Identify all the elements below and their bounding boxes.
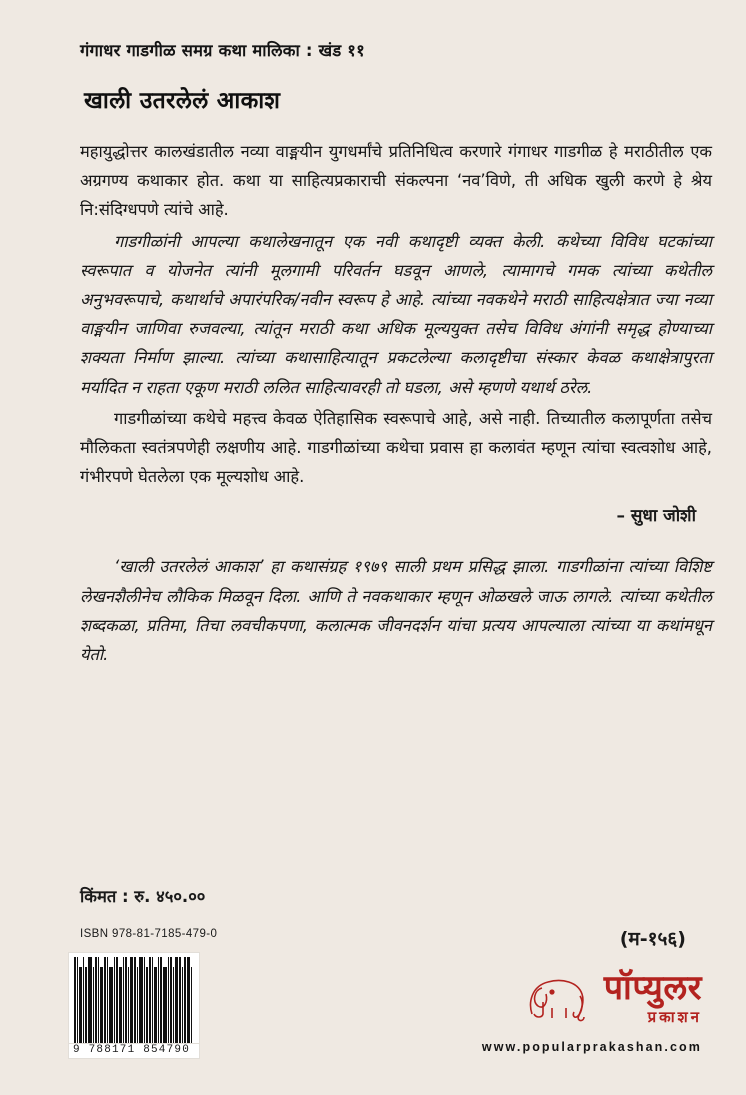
blurb-paragraph: ‘खाली उतरलेलं आकाश’ हा कथासंग्रह १९७९ साली प्रथम प्रसिद्ध झाला. गाडगीळांना त्यांच्या विशिष्ट लेखनशैलीनेच लौकिक मिळवून दिला. आणि ते नवकथाकार म्हणून ओळखले जाऊ लागले. त्यांच्या कथेतील शब्दकळा, प्रतिमा, तिचा लवचीकपणा, कलात्मक जीवनदर्शन यांचा प्रत्यय आपल्याला त्यांच्या या कथांमधून येतो. [80, 557, 712, 665]
barcode-number: 9 788171 854790 [68, 1044, 200, 1059]
barcode-bars [68, 952, 200, 1044]
page-title: खाली उतरलेलं आकाश [84, 88, 281, 114]
blurb-section-secondary [80, 552, 712, 669]
series-line: गंगाधर गाडगीळ समग्र कथा मालिका : खंड ११ [80, 41, 365, 60]
barcode [68, 952, 200, 1059]
isbn-label: ISBN 978-81-7185-479-0 [80, 928, 218, 940]
blurb-paragraph: गाडगीळांच्या कथेचे महत्त्व केवळ ऐतिहासिक स्वरूपाचे आहे, असे नाही. तिच्यातील कलापूर्णता तसेच मौलिकता स्वतंत्रपणेही लक्षणीय आहे. गाडगीळांच्या कथेचा प्रवास हा कलावंत म्हणून त्यांचा स्वत्वशोध आहे, गंभीरपणे घेतलेला एक मूल्यशोध आहे. [80, 408, 712, 487]
publisher-block [402, 968, 702, 1054]
edition-code: (म-१५६) [619, 928, 686, 950]
blurb-paragraph: महायुद्धोत्तर कालखंडातील नव्या वाङ्मयीन युगधर्मांचे प्रतिनिधित्व करणारे गंगाधर गाडगीळ हे मराठीतील एक अग्रगण्य कथाकार होत. कथा या साहित्यप्रकाराची संकल्पना ‘नव’विणे, ती अधिक खुली करणे हे श्रेय नि:संदिग्धपणे त्यांचे आहे. [80, 142, 712, 220]
publisher-name: पॉप्युलर [603, 968, 702, 1008]
blurb-section [80, 137, 712, 669]
publisher-subtitle: प्रकाशन [647, 1008, 702, 1026]
elephant-logo-icon [522, 968, 594, 1030]
blurb-attribution: – सुधा जोशी [616, 506, 696, 527]
price-label: किंमत : रु. ४५०.०० [80, 887, 206, 906]
publisher-website: www.popularprakashan.com [481, 1040, 702, 1054]
blurb-paragraph: गाडगीळांनी आपल्या कथालेखनातून एक नवी कथादृष्टी व्यक्त केली. कथेच्या विविध घटकांच्या स्वरूपात व योजनेत त्यांनी मूलगामी परिवर्तन घडवून आणले, त्यामागचे गमक त्यांच्या कथेतील अनुभवरूपाचे, कथार्थाचे अपारंपरिक/नवीन स्वरूप हे आहे. त्यांच्या नवकथेने मराठी साहित्यक्षेत्रात ज्या नव्या वाङ्मयीन जाणिवा रुजवल्या, त्यांतून मराठी कथा अधिक मूल्ययुक्त तसेच विविध अंगांनी समृद्ध होण्याच्या शक्यता निर्माण झाल्या. त्यांच्या कथासाहित्यातून प्रकटलेल्या कलादृष्टीचा संस्कार केवळ कथाक्षेत्रापुरता मर्यादित न राहता एकूण मराठी ललित साहित्यावरही तो घडला, असे म्हणणे यथार्थ ठरेल. [80, 231, 712, 397]
